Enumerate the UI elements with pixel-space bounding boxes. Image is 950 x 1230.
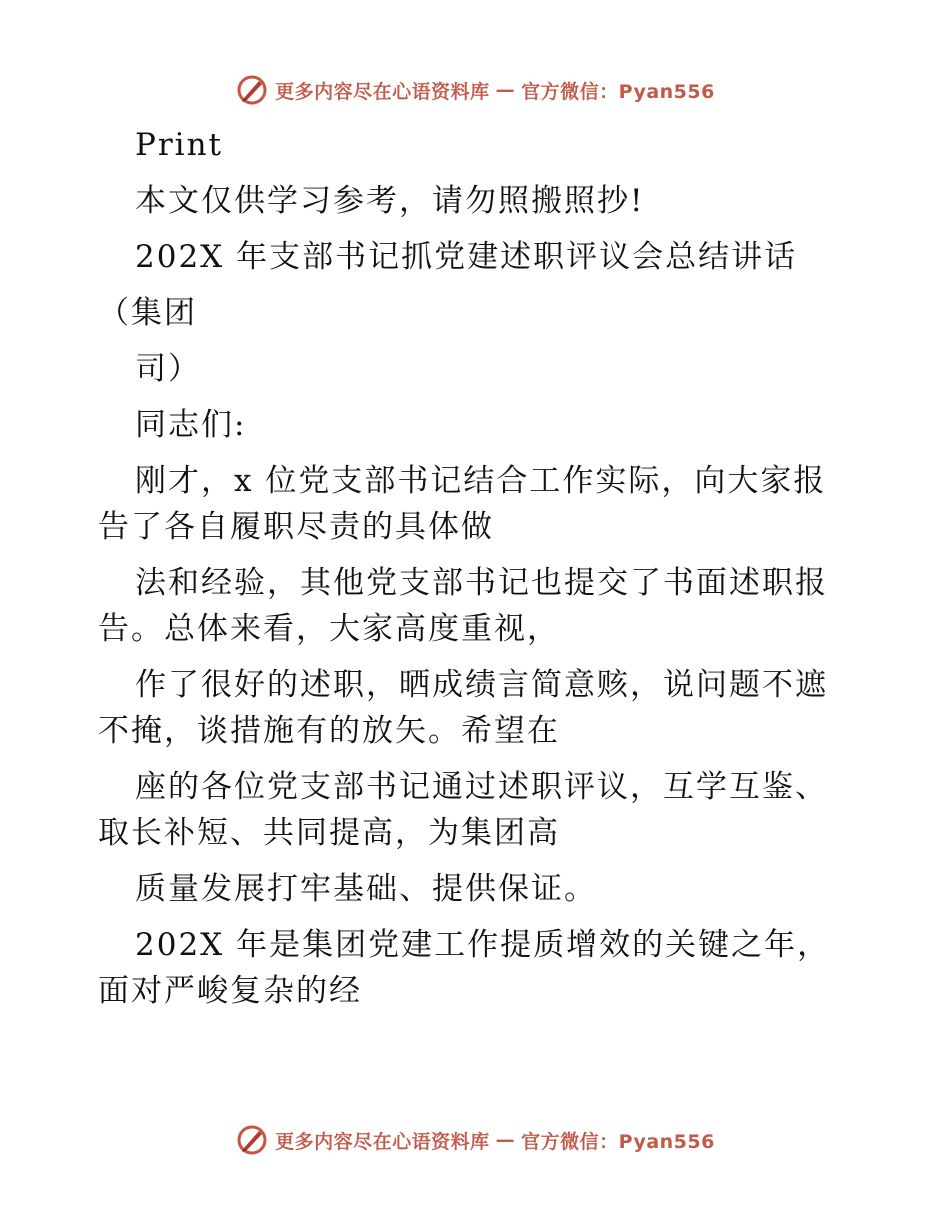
paragraph-line: 座的各位党支部书记通过述职评议，互学互鉴、 <box>135 769 828 805</box>
paragraph-line: 质量发展打牢基础、提供保证。 <box>135 871 597 907</box>
watermark-account: 官方微信：Pyan556 <box>521 1130 715 1153</box>
footer-watermark <box>0 1120 950 1160</box>
watermark-separator: — <box>495 1129 516 1151</box>
quill-logo-icon <box>235 73 269 107</box>
quill-logo-icon <box>235 1123 269 1157</box>
document-title-line: 202X 年支部书记抓党建述职评议会总结讲话 <box>135 239 798 275</box>
watermark-brand: 更多内容尽在心语资料库 <box>275 80 490 103</box>
salutation: 同志们: <box>135 407 247 443</box>
watermark-account: 官方微信：Pyan556 <box>521 80 715 103</box>
paragraph-line: 法和经验，其他党支部书记也提交了书面述职报 <box>135 565 828 601</box>
disclaimer: 本文仅供学习参考，请勿照搬照抄! <box>135 183 645 219</box>
paragraph-line: 告。总体来看，大家高度重视， <box>98 611 560 647</box>
paragraph-line: 取长补短、共同提高，为集团高 <box>98 815 560 851</box>
paragraph-line: 作了很好的述职，晒成绩言简意赅，说问题不遮 <box>135 667 828 703</box>
document-title-line: 司） <box>135 351 201 387</box>
paragraph-line: 不掩，谈措施有的放矢。希望在 <box>98 713 560 749</box>
print-label: Print <box>135 127 224 163</box>
paragraph-line: 202X 年是集团党建工作提质增效的关键之年， <box>135 927 831 963</box>
header-watermark <box>0 70 950 110</box>
watermark-separator: — <box>495 79 516 101</box>
document-body <box>98 122 878 1014</box>
document-title-line: （集团 <box>98 295 197 331</box>
paragraph-line: 面对严峻复杂的经 <box>98 973 362 1009</box>
watermark-brand: 更多内容尽在心语资料库 <box>275 1130 490 1153</box>
paragraph-line: 告了各自履职尽责的具体做 <box>98 509 494 545</box>
paragraph-line: 刚才，x 位党支部书记结合工作实际，向大家报 <box>135 463 827 499</box>
